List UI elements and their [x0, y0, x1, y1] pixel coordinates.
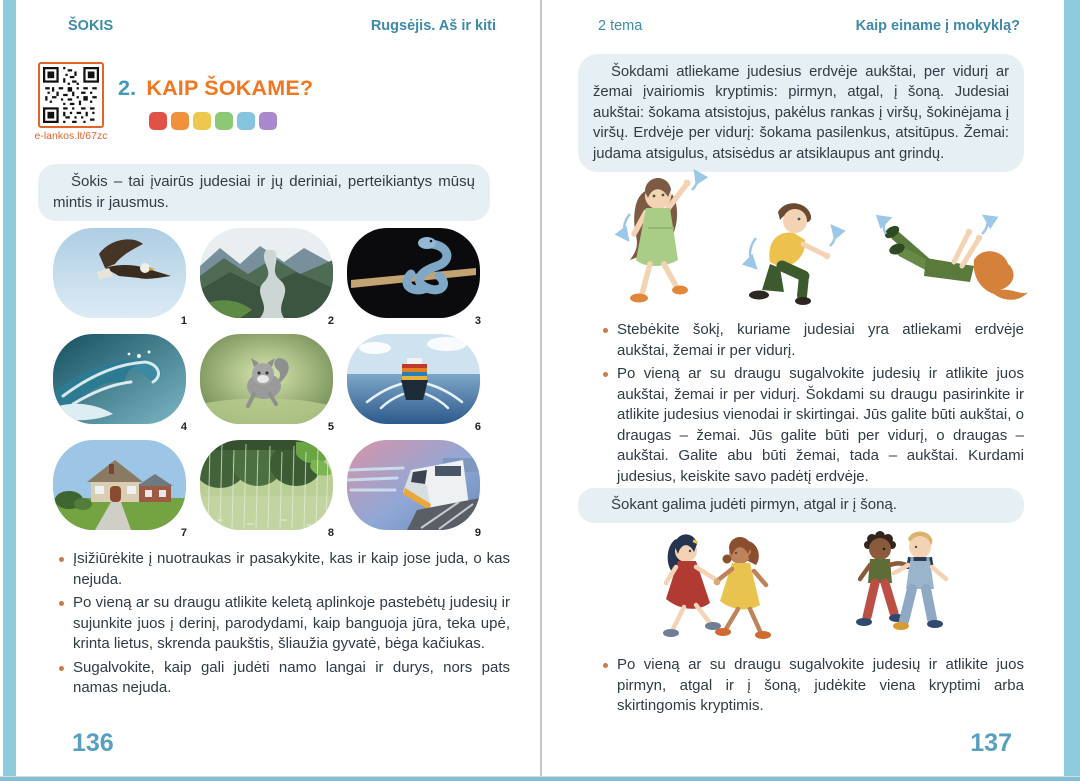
- boy-kneeling-middle: [749, 203, 835, 305]
- color-square-purple: [259, 112, 277, 130]
- chapter-label: Rugsėjis. Aš ir kiti: [370, 18, 496, 34]
- photo-number: 8: [327, 527, 334, 539]
- rainbow-squares: [149, 112, 277, 130]
- page-title: KAIP ŠOKAME?: [146, 76, 314, 100]
- page-left-header: [16, 18, 540, 34]
- photo-eagle-flying: [53, 228, 187, 327]
- task-item: Po vieną ar su draugu sugalvokite judesių ir atlikite juos aukštai, žemai ir per vidurį. Šokdami su draugu pasirinkite ir atlikite judesius vienodai ir skirtingai. Jūs galite būti aukštai, o draugas – žemai. Jūs galite būti per vidurį, o draugas – aukštai. Galite abu būti žemai, tada – aukštai. Kurdami judesius, keiskite savo padėtį erdvėje.: [594, 364, 1024, 487]
- right-edge-strip: [1064, 0, 1080, 781]
- photo-number: 6: [474, 421, 481, 433]
- definition-box: [38, 164, 490, 221]
- task-list-right-2: [594, 655, 1024, 720]
- photo-running-cat: [200, 334, 334, 433]
- book-page-left: [16, 0, 540, 776]
- photo-number: 3: [474, 315, 481, 327]
- photo-ocean-wave: [53, 334, 187, 433]
- photo-cargo-ship: [347, 334, 481, 433]
- qr-code-pattern: [43, 67, 99, 123]
- task-item: Stebėkite šokį, kuriame judesiai yra atliekami erdvėje aukštai, žemai ir per vidurį.: [594, 320, 1024, 361]
- photo-number: 2: [327, 315, 334, 327]
- info-box-levels: [578, 54, 1024, 172]
- lesson-title-row: [118, 76, 313, 101]
- bottom-color-bar: [0, 777, 1080, 781]
- page-number-left: 136: [72, 729, 114, 757]
- photo-blue-snake: [347, 228, 481, 327]
- topic-label: Kaip einame į mokyklą?: [855, 18, 1020, 34]
- photo-river-valley: [200, 228, 334, 327]
- house-illustration: [53, 440, 186, 530]
- rain-illustration: [200, 440, 333, 530]
- color-square-red: [149, 112, 167, 130]
- book-page-right: [542, 0, 1064, 776]
- snake-illustration: [347, 228, 480, 318]
- photo-number: 4: [180, 421, 187, 433]
- photo-number: 7: [180, 527, 187, 539]
- valley-illustration: [200, 228, 333, 318]
- photo-house: [53, 440, 187, 539]
- task-item: Po vieną ar su draugu sugalvokite judesių ir atlikite juos pirmyn, atgal ir į šoną, judėkite viena kryptimi arba skirtingomis kryptimis.: [594, 655, 1024, 717]
- lesson-number: 2.: [118, 76, 137, 100]
- photo-rain-in-park: [200, 440, 334, 539]
- task-item: Įsižiūrėkite į nuotraukas ir pasakykite, kas ir kaip jose juda, o kas nejuda.: [50, 549, 510, 590]
- subject-label: ŠOKIS: [68, 18, 114, 34]
- theme-label: 2 tema: [598, 18, 643, 34]
- wave-illustration: [53, 334, 186, 424]
- train-illustration: [347, 440, 480, 530]
- girls-pair-dancing: [663, 534, 771, 639]
- color-square-yellow: [193, 112, 211, 130]
- qr-code-icon: [38, 62, 104, 128]
- info-box-directions: [578, 488, 1024, 523]
- task-list-right-1: [594, 320, 1024, 490]
- page-right-header: [542, 18, 1064, 34]
- photo-fast-train: [347, 440, 481, 539]
- info-box-text: Šokant galima judėti pirmyn, atgal ir į šoną.: [611, 496, 897, 513]
- eagle-illustration: [53, 228, 186, 318]
- color-square-green: [215, 112, 233, 130]
- task-list-left: [50, 549, 510, 702]
- definition-text: Šokis – tai įvairūs judesiai ir jų deriniai, perteikiantys mūsų mintis ir jausmus.: [53, 173, 475, 211]
- girl-lying-low: [883, 216, 1028, 300]
- boys-pair-dancing: [856, 531, 946, 630]
- left-edge-strip: [3, 0, 16, 781]
- color-square-blue: [237, 112, 255, 130]
- page-number-right: 137: [970, 729, 1012, 757]
- three-kids-dancing: [608, 168, 1028, 318]
- ship-illustration: [347, 334, 480, 424]
- info-box-text: Šokdami atliekame judesius erdvėje aukštai, per vidurį ar žemai įvairiomis kryptimis: pirmyn, atgal, į šoną. Judesiai aukštai: šokama atsistojus, pakėlus rankas į viršų, šokinėjama į viršų. Erdvėje per vidurį: šokama pasilenkus, atsitūpus. Žemai: judama atsigulus, atsisėdus ar atsiklaupus ant grindų.: [593, 64, 1009, 162]
- dancing-levels-illustration: [608, 168, 1028, 318]
- photo-grid: [53, 228, 481, 539]
- photo-number: 1: [180, 315, 187, 327]
- qr-block: [33, 62, 109, 142]
- photo-number: 9: [474, 527, 481, 539]
- girl-standing-high: [624, 171, 697, 303]
- dancing-pairs-illustration: [612, 527, 1022, 651]
- qr-link[interactable]: e-lankos.lt/67zc: [34, 130, 108, 142]
- color-square-orange: [171, 112, 189, 130]
- photo-number: 5: [327, 421, 334, 433]
- task-item: Po vieną ar su draugu atlikite keletą aplinkoje pastebėtų judesių ir sujunkite juos į derinį, parodydami, kaip banguoja jūra, teka upė, krinta lietus, skrenda paukštis, šliaužia gyvatė, bėga kačiukas.: [50, 593, 510, 655]
- cat-illustration: [200, 334, 333, 424]
- task-item: Sugalvokite, kaip gali judėti namo langai ir durys, nors pats namas nejuda.: [50, 658, 510, 699]
- two-pairs-dancing: [612, 527, 1022, 651]
